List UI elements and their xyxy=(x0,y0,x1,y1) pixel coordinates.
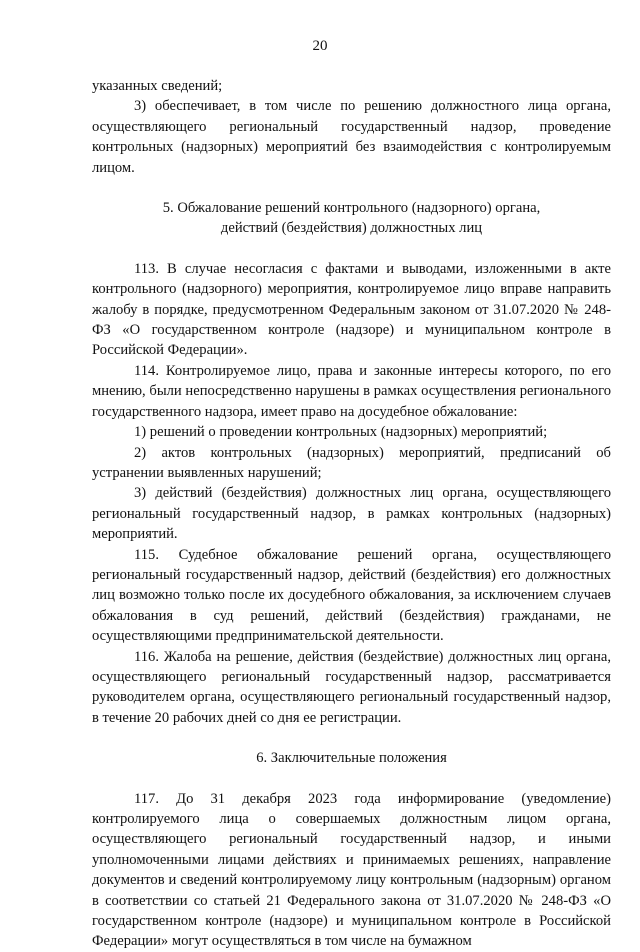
page-number: 20 xyxy=(312,38,328,54)
section-heading-5-line-2: действий (бездействия) должностных лиц xyxy=(220,220,483,237)
paragraph-114-item-2: 2) актов контрольных (надзорных) мероприятий, предписаний об устранении выявленных нарушений; xyxy=(92,444,611,481)
paragraph-114-item-3: 3) действий (бездействия) должностных лиц органа, осуществляющего региональный государственный надзор, в рамках контрольных (надзорных) мероприятий. xyxy=(92,485,611,543)
paragraph-117: 117. До 31 декабря 2023 года информирование (уведомление) контролируемого лица о совершаемых должностным лицом органа, осуществляющего региональный государственный надзор, и иными уполномоченными лицами действиях и принимаемых решениях, направление документов и сведений контролируемому лицу контрольным (надзорным) органом в соответствии со статьей 21 Федерального закона от 31.07.2020 № 248-ФЗ «О государственном контроле (надзоре) и муниципальном контроле в Российской Федерации» могут осуществляться в том числе на бумажном xyxy=(92,790,611,950)
paragraph-item-3: 3) обеспечивает, в том числе по решению должностного лица органа, осуществляющего региональный государственный надзор, проведение контрольных (надзорных) мероприятий без взаимодействия с контролируемым лицом. xyxy=(92,98,611,176)
paragraph-114-item-1: 1) решений о проведении контрольных (надзорных) мероприятий; xyxy=(134,424,548,441)
paragraph-113: 113. В случае несогласия с фактами и выводами, изложенными в акте контрольного (надзорного) мероприятия, контролируемое лицо вправе направить жалобу в порядке, предусмотренном Федеральным законом от 31.07.2020 № 248-ФЗ «О государственном контроле (надзоре) и муниципальном контроле в Российской Федерации». xyxy=(92,260,611,359)
section-heading-6: 6. Заключительные положения xyxy=(256,750,447,767)
paragraph-114: 114. Контролируемое лицо, права и законные интересы которого, по его мнению, были непосредственно нарушены в рамках осуществления регионального государственного надзора, имеет право на досудебное обжалование: xyxy=(92,362,611,420)
paragraph-116: 116. Жалоба на решение, действия (бездействие) должностных лиц органа, осуществляющего региональный государственный надзор, рассматривается руководителем органа, осуществляющего региональный государственный надзор, в течение 20 рабочих дней со дня ее регистрации. xyxy=(92,648,611,726)
section-heading-5-line-1: 5. Обжалование решений контрольного (надзорного) органа, xyxy=(162,200,541,217)
paragraph-continuation: указанных сведений; xyxy=(92,78,223,94)
document-body xyxy=(92,76,611,952)
paragraph-115: 115. Судебное обжалование решений органа, осуществляющего региональный государственный надзор, действий (бездействия) его должностных лиц возможно только после их досудебного обжалования, за исключением случаев обжалования в суд решений, действий (бездействия) гражданами, не осуществляющими предпринимательской деятельности. xyxy=(92,546,611,645)
